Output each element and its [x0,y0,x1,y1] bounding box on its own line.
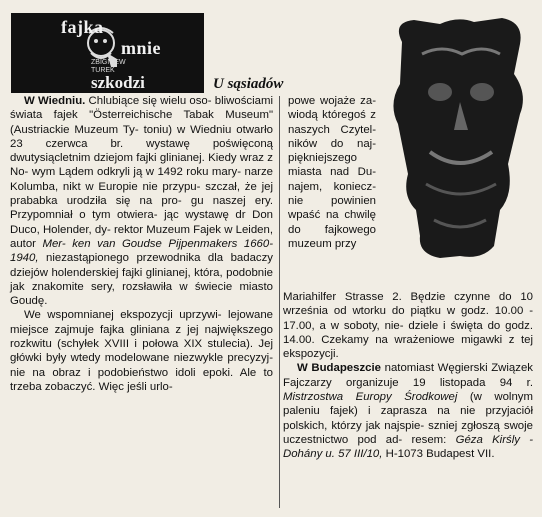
wieden-heading: W Wiedniu. [24,95,86,107]
book-title: Mer- ken van Goudse Pijpenmakers 1660-1940, [10,237,273,265]
left-paragraph-2: We wspomnianej ekspozycji uprzywi- lejowane miejsce zajmuje fajka gliniana z jej największego rozkwitu (schyłek XVIII i połowa XIX stulecia). Jej główki były wtedy modelowane niezwykle precyzyj- nie na obraz i podobieństwo idoli epoki. Ale to trzeba zobaczyć. Więc jeśli urlo- [10,309,273,393]
banner-word-fajka: fajka [61,17,104,37]
banner-title-top [61,17,204,59]
right-narrow-column-text [288,94,376,251]
pipe-head-photo [382,14,538,264]
narrow-paragraph: powe wojaże za- wiodą któregoś z naszych Czytel- ników do naj- piękniejszego miasta nad Du- najem, koniecz- nie powinien wpaść na chwilę do fajkowego muzeum przy [288,95,376,250]
right-paragraph-1: Mariahilfer Strasse 2. Będzie czynne do 10 września od wtorku do piątku w godz. 10.00 - 17.00, a w soboty, nie- dziele i święta do godz. 14.00. Czekamy na wrażeniowe migawki z tej ekspozycji. [283,291,533,361]
right-paragraph-2: W Budapeszcie natomiast Węgierski Związek Fajczarzy organizuje 19 listopada 94 r. Mistrzostwa Europy Środkowej (w wolnym paleniu fajek) i zaprasza na nie przyjaciół polskich, którzy jak najspie- szniej zgłoszą swoje uczestnictwo pod ad- resem: Géza Kirśly - Dohány u. 57 III/10, H-1073 Budapest VII. [283,362,533,461]
banner-author: ZBIGNIEW TUREK [91,59,126,74]
section-title: U sąsiadów [213,76,284,92]
right-column-text [283,290,533,462]
line: niezastąpionego przewodnika dla badaczy dziejów holenderskiej fajki glinianej, która, podobnie jak znakomite sery, rozsławiła w świecie miasto Goudę. [10,252,273,308]
column-banner [11,13,204,93]
address: Géza Kirśly - Dohány u. 57 III/10, [283,433,533,461]
column-divider [279,96,280,508]
banner-word-mnie: mnie [121,38,161,58]
event-name: Mistrzostwa Europy Środkowej [283,391,458,404]
line: Chlubiące się wielu oso- bliwościami świata fajek "Österreichische Tabak Museum" (Austriackie Muzeum Ty- toniu) w Wiedniu otwarło 23 czerwca br. wystawę poświęconą dwutysiącletnim dziejom fajki glinianej. Kiedy wraz z No- wym Lądem odkryli ją w 1492 roku mary- narze Kolumba, nikt w Europie nie przypu- szczał, że jej prababka urodziła się na pro- gu naszej ery. Przypomniał o tym otwiera- jąc wystawę dr Don Duco, Holender, dy- rektor Muzeum Fajek w Leiden, autor [10,95,273,250]
banner-word-szkodzi: szkodzi [91,73,145,92]
left-column-text [10,94,273,394]
budapest-heading: W Budapeszcie [297,362,381,375]
